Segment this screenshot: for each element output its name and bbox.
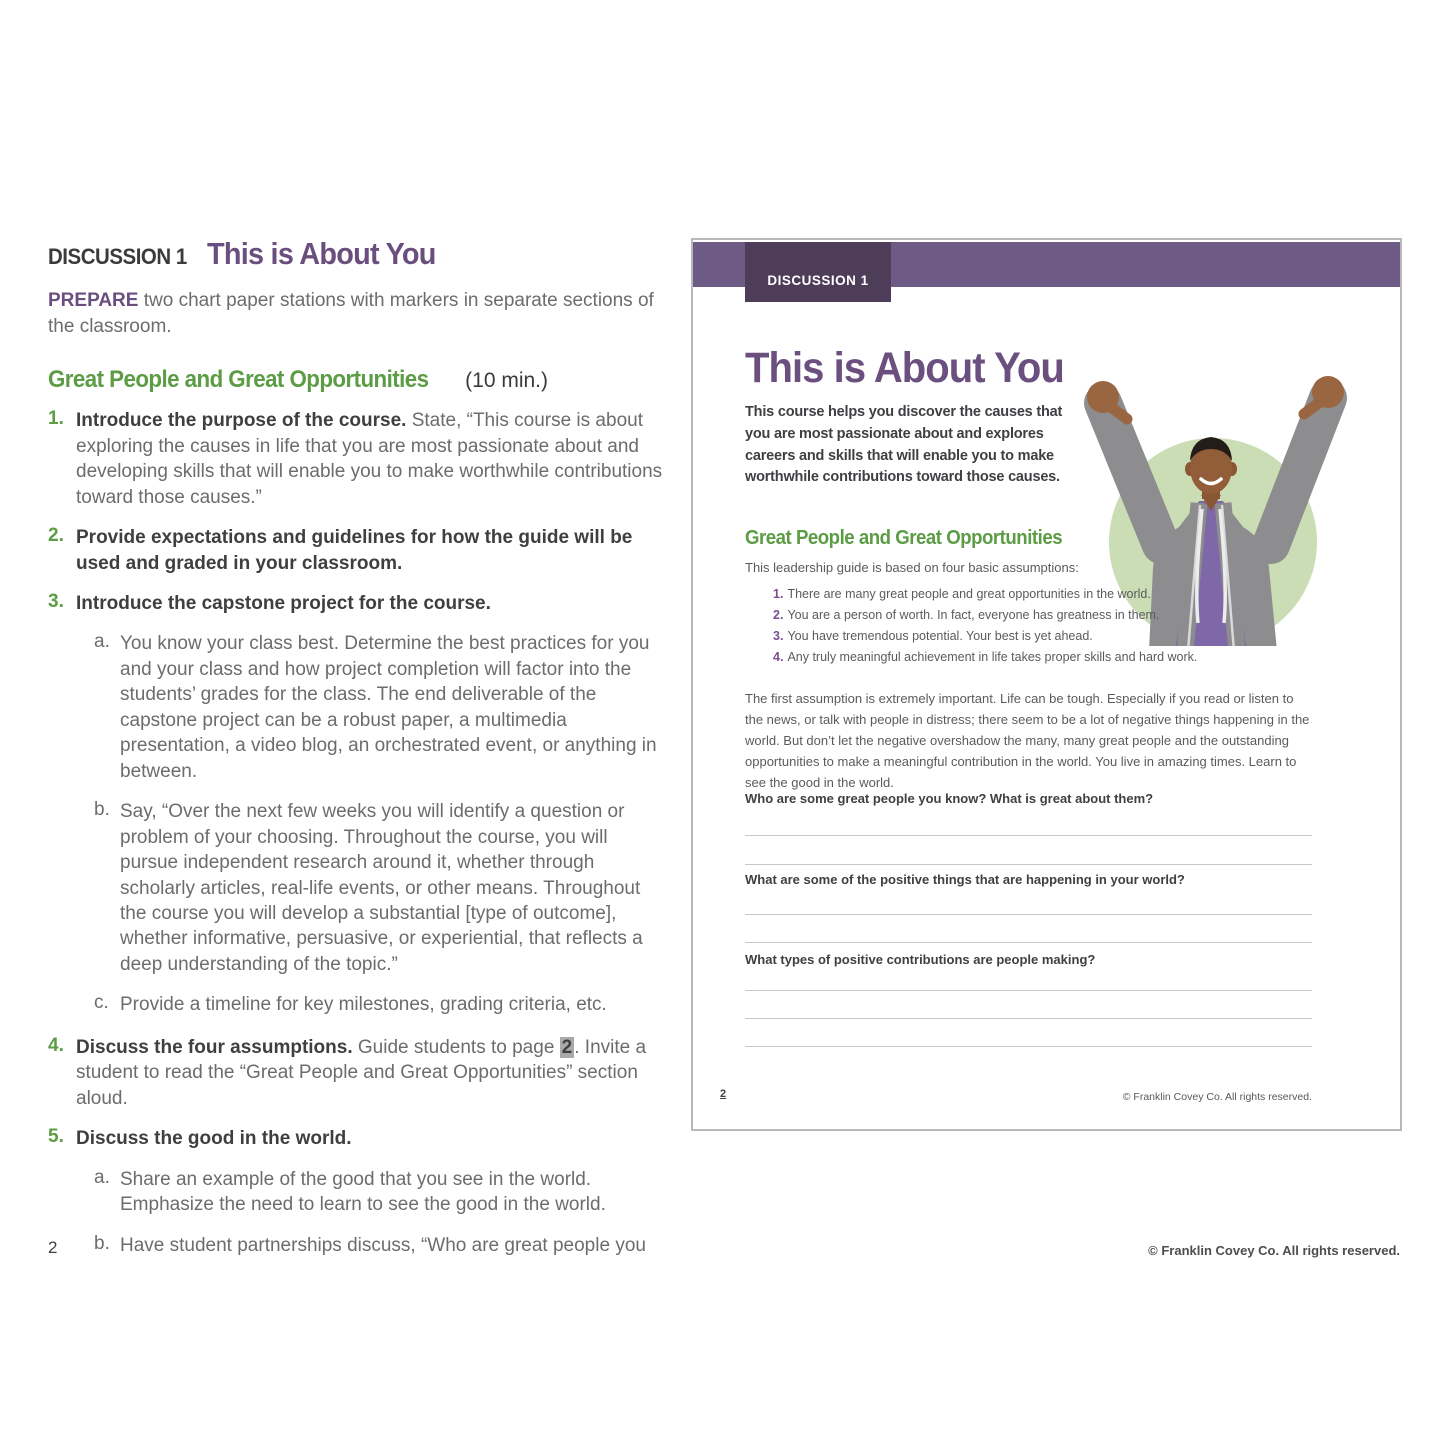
- question-2: What are some of the positive things that are happening in your world?: [745, 872, 1185, 887]
- step-text: . Invite a student to read the “Great People and Great Opportunities” section aloud.: [76, 1036, 647, 1109]
- step-item-2: [48, 525, 663, 576]
- assumption-text: You are a person of worth. In fact, everyone has greatness in them.: [787, 608, 1160, 622]
- assumption-item: [773, 647, 1197, 668]
- substep-text: Say, “Over the next few weeks you will identify a question or problem of your choosing. Throughout the course, you will pursue independent research around it, whether through scholarly articles, real-life events, or other means. Throughout the course you will develop a substantial [type of outcome], whether informative, persuasive, or experiential, that reflects a deep understanding of the topic.”: [120, 801, 643, 975]
- substep-item-3a: [94, 631, 663, 784]
- prepare-label: PREPARE: [48, 290, 139, 311]
- assumption-item: [773, 584, 1197, 605]
- substep-item-3c: [94, 992, 663, 1017]
- section-heading-row: [48, 366, 663, 394]
- assumption-item: [773, 605, 1197, 626]
- section-duration: (10 min.): [465, 369, 549, 393]
- page-ref-highlight: 2: [561, 1036, 573, 1058]
- lesson-heading: [48, 236, 663, 272]
- assumptions-intro: This leadership guide is based on four basic assumptions:: [745, 560, 1079, 575]
- answer-line: [745, 835, 1312, 836]
- assumptions-list: [773, 584, 1197, 668]
- question-1: Who are some great people you know? What is great about them?: [745, 791, 1154, 806]
- step-lead: Provide expectations and guidelines for how the guide will be used and graded in your classroom.: [76, 527, 633, 574]
- step-item-1: [48, 408, 663, 510]
- substep-text: Provide a timeline for key milestones, grading criteria, etc.: [120, 994, 607, 1016]
- substep-letter: b.: [94, 1232, 110, 1254]
- answer-line: [745, 1018, 1312, 1019]
- student-intro-paragraph: This course helps you discover the causes that you are most passionate about and explores careers and skills that will enable you to make worthwhile contributions toward those causes.: [745, 404, 1063, 486]
- assumption-text: There are many great people and great opportunities in the world.: [787, 587, 1151, 601]
- substep-letter: a.: [94, 1166, 110, 1188]
- step-number: 2.: [48, 525, 64, 547]
- step-lead: Introduce the purpose of the course.: [76, 410, 407, 432]
- step-text: State, “This course is about exploring the causes in life that you are most passionate about and developing skills that will enable you to make worthwhile contributions toward those causes.”: [76, 410, 663, 508]
- substep-text: You know your class best. Determine the best practices for you and your class and how project completion will factor into the students’ grades for the class. The end deliverable of the capstone project can be a robust paper, a multimedia presentation, a video blog, an orchestrated event, or anything in between.: [120, 633, 657, 782]
- lesson-column: [48, 236, 663, 1258]
- question-3: What types of positive contributions are people making?: [745, 952, 1096, 967]
- step-number: 5.: [48, 1126, 64, 1148]
- assumption-number: 1.: [773, 587, 784, 601]
- step-lead: Discuss the four assumptions.: [76, 1036, 353, 1058]
- assumption-text: You have tremendous potential. Your best is yet ahead.: [787, 629, 1093, 643]
- copyright-text: © Franklin Covey Co. All rights reserved.: [1148, 1243, 1400, 1258]
- student-section-heading: Great People and Great Opportunities: [745, 527, 1063, 549]
- step-number: 1.: [48, 408, 64, 430]
- student-body-paragraph: The first assumption is extremely important. Life can be tough. Especially if you read or listen to the news, or talk with people in distress; there seem to be a lot of negative things happening in the world. But don’t let the negative overshadow the many, many great people and the outstanding opportunities to make a meaningful contribution in the world. You live in amazing times. Learn to see the good in the world.: [745, 691, 1310, 791]
- section-heading: Great People and Great Opportunities: [48, 366, 429, 394]
- discussion-tab: DISCUSSION 1: [745, 242, 891, 302]
- prepare-paragraph: [48, 288, 663, 339]
- student-page-preview: [691, 238, 1402, 1131]
- step-body: [76, 591, 663, 616]
- step-number: 4.: [48, 1034, 64, 1056]
- substep-item-5a: [94, 1167, 663, 1218]
- page-number: 2: [48, 1238, 58, 1257]
- step-body: [76, 1126, 663, 1151]
- step-body: [76, 525, 663, 576]
- assumption-item: [773, 626, 1197, 647]
- step-body: [76, 408, 663, 510]
- answer-line: [745, 942, 1312, 943]
- lesson-kicker: DISCUSSION 1: [48, 244, 187, 269]
- prepare-text: two chart paper stations with markers in separate sections of the classroom.: [48, 290, 654, 337]
- assumption-number: 3.: [773, 629, 784, 643]
- student-copyright: © Franklin Covey Co. All rights reserved.: [1122, 1091, 1312, 1103]
- student-page-number: 2: [720, 1088, 727, 1100]
- answer-line: [745, 864, 1312, 865]
- lesson-title: This is About You: [207, 236, 436, 271]
- answer-line: [745, 1046, 1312, 1047]
- answer-line: [745, 914, 1312, 915]
- step-body: [76, 1035, 663, 1111]
- step-number: 3.: [48, 591, 64, 612]
- assumption-number: 4.: [773, 650, 784, 664]
- substep-letter: a.: [94, 631, 110, 653]
- substep-text: Share an example of the good that you see in the world. Emphasize the need to learn to see the good in the world.: [120, 1168, 606, 1216]
- substep-item-3b: [94, 799, 663, 977]
- step-lead: Introduce the capstone project for the course.: [76, 593, 491, 614]
- assumption-number: 2.: [773, 608, 784, 622]
- student-page-title: This is About You: [745, 344, 1064, 392]
- substep-text: Have student partnerships discuss, “Who are great people you: [120, 1234, 646, 1256]
- step-text: Guide students to page: [352, 1036, 560, 1058]
- assumption-text: Any truly meaningful achievement in life takes proper skills and hard work.: [787, 650, 1198, 664]
- step-item-4: [48, 1035, 663, 1111]
- step-item-3: [48, 591, 663, 616]
- step-item-5: [48, 1126, 663, 1151]
- substep-letter: c.: [94, 992, 109, 1014]
- answer-line: [745, 990, 1312, 991]
- substep-item-5b: [94, 1233, 663, 1258]
- substep-letter: b.: [94, 799, 110, 821]
- step-lead: Discuss the good in the world.: [76, 1128, 352, 1150]
